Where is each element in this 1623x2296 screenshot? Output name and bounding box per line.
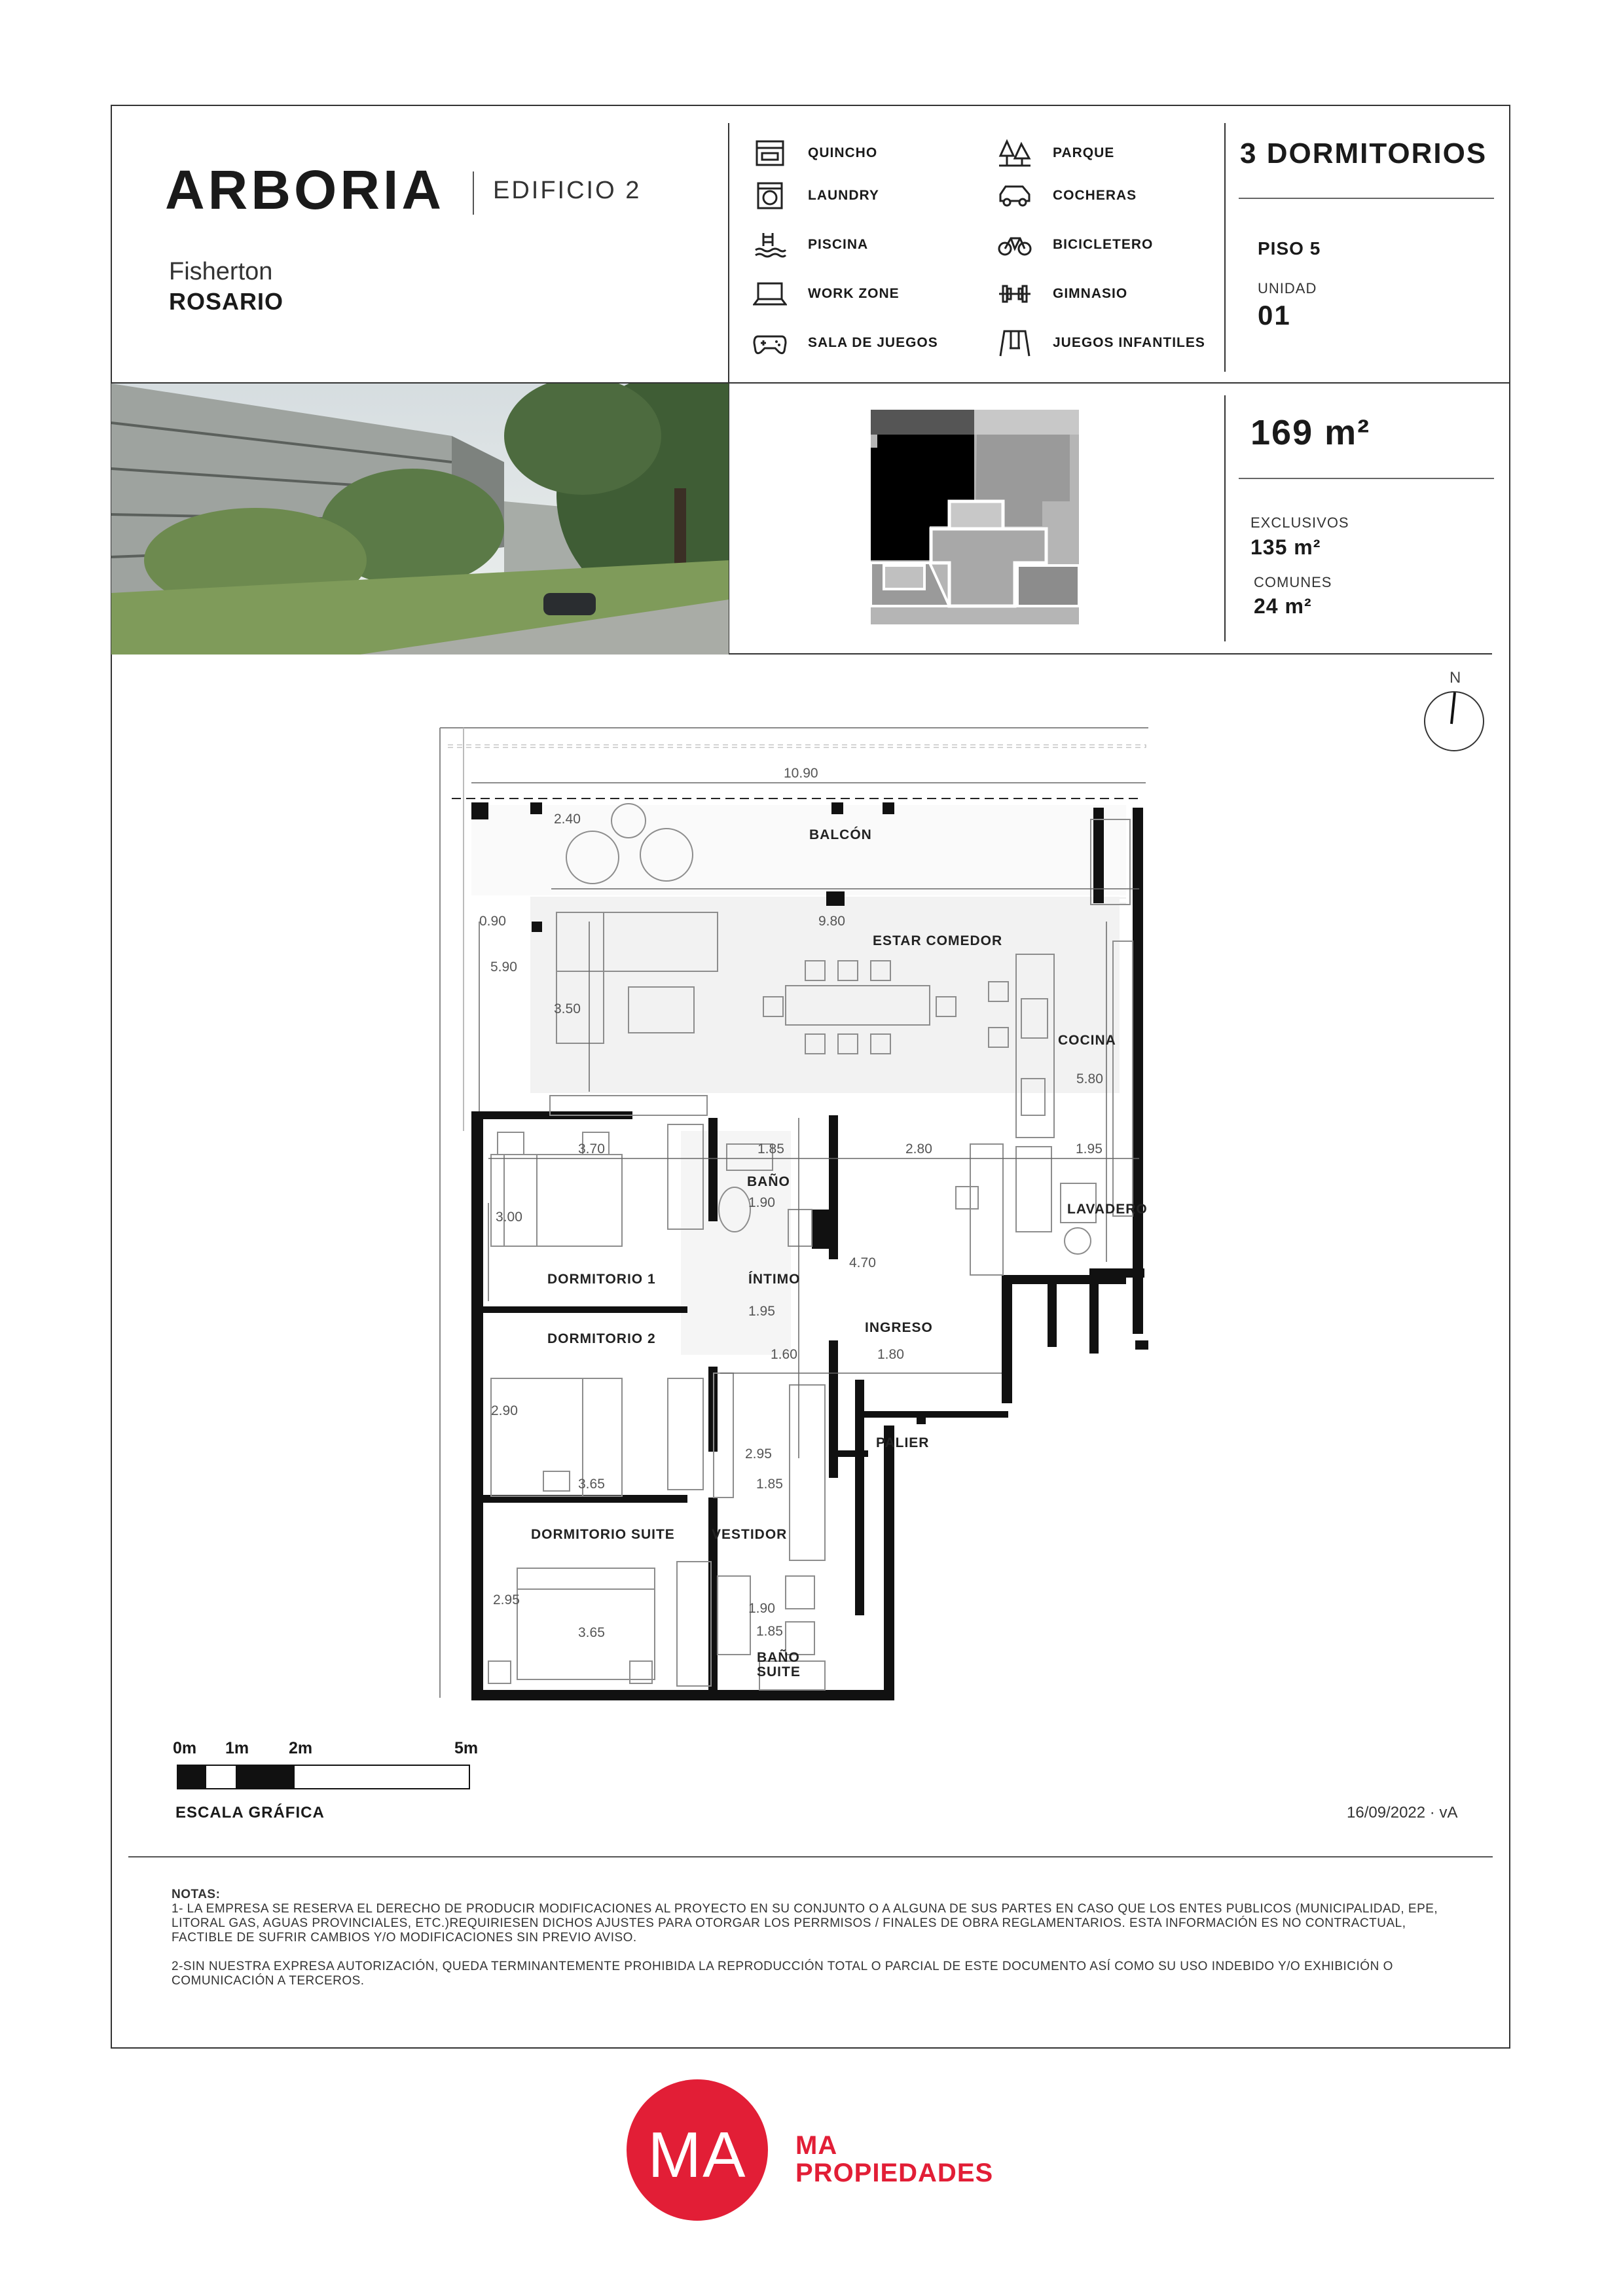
dim-label: 1.95	[748, 1304, 775, 1319]
dim-label: 3.65	[578, 1477, 605, 1492]
scale-tick-0: 0m	[173, 1739, 197, 1757]
dim-label: 2.90	[491, 1403, 518, 1418]
car-icon	[998, 181, 1032, 210]
dumbbell-icon	[998, 279, 1032, 308]
unit-type: 3 DORMITORIOS	[1240, 137, 1487, 170]
version-date: 16/09/2022 · vA	[1347, 1804, 1458, 1821]
room-bano-suite-1: BAÑO	[757, 1650, 800, 1665]
title-separator	[473, 171, 474, 215]
notes	[172, 1888, 1468, 1988]
dim-label: 2.40	[554, 812, 581, 827]
building-label: EDIFICIO 2	[493, 177, 642, 204]
dim-label: 2.95	[745, 1446, 772, 1462]
gamepad-icon	[753, 329, 787, 357]
amenity-label: GIMNASIO	[1053, 286, 1128, 301]
amenity-piscina	[753, 230, 868, 259]
city-label: ROSARIO	[169, 288, 284, 315]
swing-icon	[998, 329, 1032, 357]
dim-label: 3.50	[554, 1001, 581, 1016]
amenity-label: SALA DE JUEGOS	[808, 335, 938, 350]
amenity-quincho	[753, 139, 877, 168]
room-dormitorio-2: DORMITORIO 2	[547, 1331, 656, 1346]
dim-label: 1.95	[1076, 1141, 1103, 1157]
bicycle-icon	[998, 230, 1032, 259]
dim-label: 10.90	[784, 766, 818, 781]
amenity-cocheras	[998, 181, 1137, 210]
key-plan	[871, 410, 1079, 624]
laptop-icon	[753, 279, 787, 308]
amenity-label: PARQUE	[1053, 145, 1115, 160]
dim-label: 1.85	[757, 1141, 784, 1157]
dim-label: 1.85	[756, 1477, 783, 1492]
common-area: 24 m²	[1254, 594, 1312, 618]
amenity-parque	[998, 139, 1114, 168]
room-cocina: COCINA	[1058, 1033, 1116, 1048]
floor-plan	[432, 725, 1152, 1700]
exclusive-label: EXCLUSIVOS	[1250, 514, 1349, 531]
washing-machine-icon	[753, 181, 787, 210]
dim-label: 4.70	[849, 1255, 876, 1270]
grill-icon	[753, 139, 787, 168]
pool-icon	[753, 230, 787, 259]
dim-label: 2.80	[905, 1141, 932, 1157]
room-dormitorio-suite: DORMITORIO SUITE	[531, 1527, 675, 1542]
amenity-label: WORK ZONE	[808, 286, 900, 301]
dim-label: 1.90	[748, 1601, 775, 1616]
dim-label: 1.90	[748, 1195, 775, 1210]
scale-tick-5: 5m	[454, 1739, 479, 1757]
brand-line-1: MA	[795, 2131, 838, 2160]
amenity-label: QUINCHO	[808, 145, 878, 160]
area-underline	[1239, 478, 1494, 479]
amenity-work-zone	[753, 279, 900, 308]
room-palier: PALIER	[876, 1435, 930, 1450]
dim-label: 1.60	[771, 1347, 797, 1362]
dim-label: 2.95	[493, 1592, 520, 1607]
brand-logo-text: MA	[647, 2119, 747, 2191]
dim-label: 5.90	[490, 960, 517, 975]
room-intimo: ÍNTIMO	[748, 1272, 801, 1287]
building-rendering	[111, 384, 729, 655]
total-area: 169 m²	[1250, 413, 1371, 452]
scale-bar	[177, 1765, 470, 1789]
brand-line-2: PROPIEDADES	[795, 2159, 994, 2187]
common-label: COMUNES	[1254, 574, 1332, 590]
dim-label: 1.85	[756, 1624, 783, 1639]
dim-label: 1.80	[877, 1347, 904, 1362]
amenity-laundry	[753, 181, 879, 210]
amenity-label: LAUNDRY	[808, 188, 879, 203]
floor-label: PISO 5	[1258, 238, 1321, 259]
notes-title: NOTAS:	[172, 1888, 221, 1901]
amenity-gimnasio	[998, 279, 1127, 308]
notes-divider	[128, 1856, 1493, 1857]
north-label: N	[1450, 669, 1461, 687]
room-balcon: BALCÓN	[809, 827, 872, 842]
dim-label: 9.80	[818, 914, 845, 929]
unit-number: 01	[1258, 300, 1291, 331]
amenity-label: PISCINA	[808, 237, 869, 252]
scale-label: ESCALA GRÁFICA	[175, 1804, 325, 1821]
exclusive-area: 135 m²	[1250, 535, 1321, 559]
info-divider	[728, 653, 1492, 655]
dim-label: 3.00	[496, 1210, 522, 1225]
scale-tick-2: 2m	[289, 1739, 313, 1757]
dim-label: 3.65	[578, 1625, 605, 1640]
trees-icon	[998, 139, 1032, 168]
dim-label: 3.70	[578, 1141, 605, 1157]
room-lavadero: LAVADERO	[1067, 1202, 1148, 1217]
district-label: Fisherton	[169, 258, 273, 285]
amenity-label: BICICLETERO	[1053, 237, 1154, 252]
note-1: 1- LA EMPRESA SE RESERVA EL DERECHO DE PRODUCIR MODIFICACIONES AL PROYECTO EN SU CONJUNTO O A ALGUNA DE SUS PARTES EN CASO QUE LOS ENTES PUBLICOS (MUNICIPALIDAD, EPE, LITORAL GAS, AGUAS PROVINCIALES, ETC.)REQUIRIESEN DICHOS AJUSTES PARA OTORGAR LOS PERRMISOS / FINALES DE OBRA REGLAMENTARIOS. ESTA INFORMACIÓN ES NO CONTRACTUAL, FACTIBLE DE SUFRIR CAMBIOS Y/O MODIFICACIONES SIN PREVIO AVISO.	[172, 1902, 1438, 1945]
unit-label: UNIDAD	[1258, 280, 1317, 296]
amenity-sala-juegos	[753, 329, 938, 357]
right-divider-bottom	[1224, 395, 1226, 641]
amenity-bicicletero	[998, 230, 1153, 259]
room-bano-suite-2: SUITE	[757, 1664, 801, 1679]
brand-name	[795, 2132, 993, 2187]
amenity-juegos-infantiles	[998, 329, 1205, 357]
scale-tick-1: 1m	[225, 1739, 249, 1757]
room-bano: BAÑO	[747, 1174, 790, 1189]
dim-label: 5.80	[1076, 1071, 1103, 1086]
room-estar-comedor: ESTAR COMEDOR	[873, 933, 1003, 948]
room-dormitorio-1: DORMITORIO 1	[547, 1272, 656, 1287]
right-divider-top	[1224, 123, 1226, 372]
dim-label: 0.90	[479, 914, 506, 929]
type-underline	[1239, 198, 1494, 199]
note-2: 2-SIN NUESTRA EXPRESA AUTORIZACIÓN, QUEDA TERMINANTEMENTE PROHIBIDA LA REPRODUCCIÓN TOTAL O PARCIAL DE ESTE DOCUMENTO ASÍ COMO SU USO INDEBIDO Y/O EXHIBICIÓN O COMUNICACIÓN A TERCEROS.	[172, 1960, 1393, 1988]
room-vestidor: VESTIDOR	[712, 1527, 788, 1542]
room-ingreso: INGRESO	[865, 1320, 933, 1335]
amenity-label: COCHERAS	[1053, 188, 1137, 203]
project-title: ARBORIA	[165, 159, 445, 221]
amenity-label: JUEGOS INFANTILES	[1053, 335, 1205, 350]
